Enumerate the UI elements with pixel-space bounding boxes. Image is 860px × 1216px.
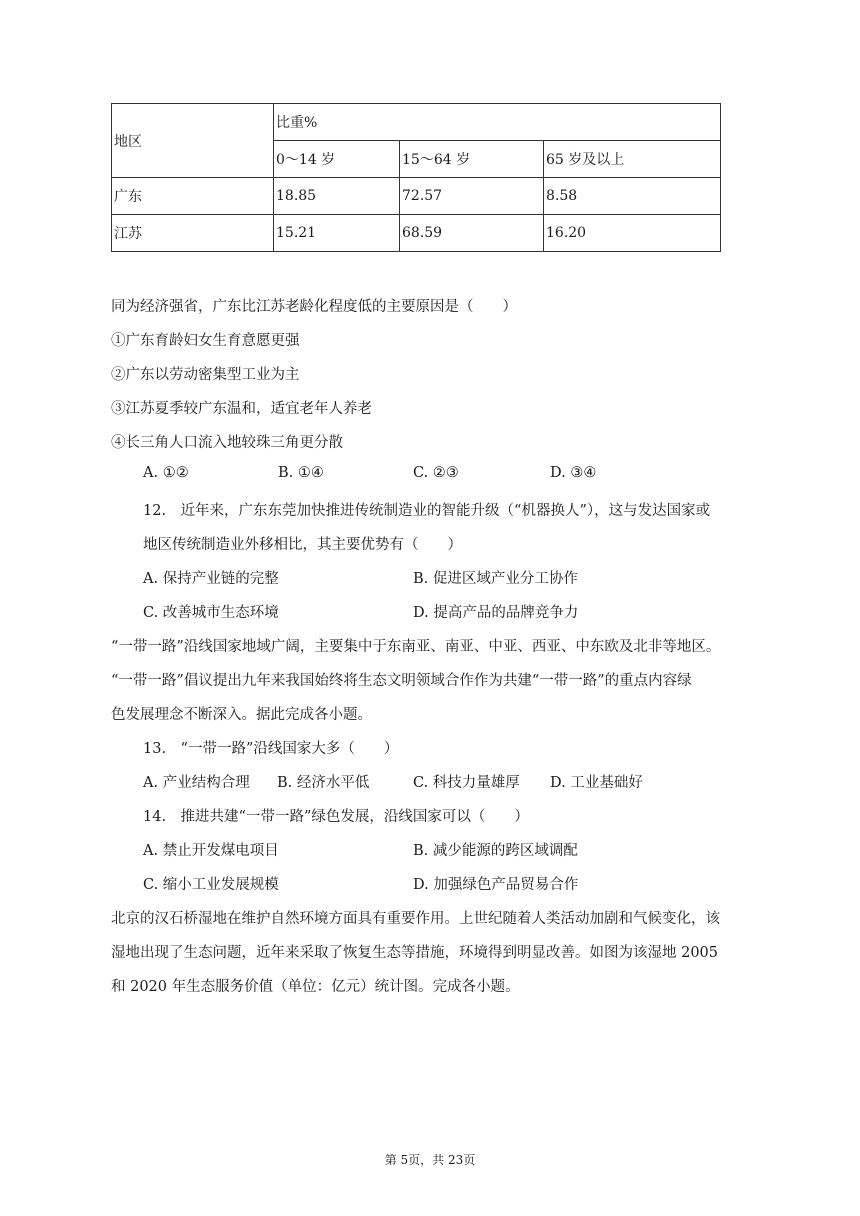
q11-option-a[interactable]: A. ①②	[143, 465, 189, 481]
value-cell: 18.85	[274, 178, 400, 215]
q13-stem: 13. “一带一路”沿线国家大多（ ）	[143, 741, 399, 757]
value-cell: 68.59	[400, 215, 544, 252]
q13-option-b[interactable]: B. 经济水平低	[277, 775, 370, 791]
passage2-line: “一带一路”倡议提出九年来我国始终将生态文明领域合作作为共建“一带一路”的重点内容绿	[111, 673, 692, 689]
region-cell: 广东	[112, 178, 274, 215]
header-age-65plus: 65 岁及以上	[544, 141, 721, 178]
q14-stem: 14. 推进共建“一带一路”绿色发展，沿线国家可以（ ）	[143, 809, 529, 825]
q11-option-b[interactable]: B. ①④	[278, 465, 324, 481]
passage3-line: 湿地出现了生态问题，近年来采取了恢复生态等措施，环境得到明显改善。如图为该湿地 2005	[111, 945, 719, 961]
passage2-line: “一带一路”沿线国家地域广阔，主要集中于东南亚、南亚、中亚、西亚、中东欧及北非等地区。	[111, 639, 721, 655]
header-age-0-14: 0～14 岁	[274, 141, 400, 178]
table-header-row	[112, 104, 721, 141]
q14-option-a[interactable]: A. 禁止开发煤电项目	[143, 843, 279, 859]
header-age-15-64: 15～64 岁	[400, 141, 544, 178]
q11-item: ④长三角人口流入地较珠三角更分散	[111, 435, 343, 451]
q11-option-c[interactable]: C. ②③	[413, 465, 459, 481]
q13-option-a[interactable]: A. 产业结构合理	[143, 775, 250, 791]
q11-item: ②广东以劳动密集型工业为主	[111, 367, 300, 383]
q12-stem-line2: 地区传统制造业外移相比，其主要优势有（ ）	[143, 537, 462, 553]
q12-option-c[interactable]: C. 改善城市生态环境	[143, 605, 279, 621]
q12-stem-line1: 12. 近年来，广东东莞加快推进传统制造业的智能升级（“机器换人”），这与发达国家或	[143, 503, 711, 519]
page-footer: 第 5页，共 23页	[384, 1153, 476, 1167]
table-row	[112, 215, 721, 252]
value-cell: 8.58	[544, 178, 721, 215]
q11-stem: 同为经济强省，广东比江苏老龄化程度低的主要原因是（ ）	[111, 299, 517, 315]
q13-option-c[interactable]: C. 科技力量雄厚	[413, 775, 520, 791]
region-cell: 江苏	[112, 215, 274, 252]
population-table	[111, 103, 721, 252]
passage3-line: 北京的汉石桥湿地在维护自然环境方面具有重要作用。上世纪随着人类活动加剧和气候变化，该	[111, 911, 720, 927]
q14-option-d[interactable]: D. 加强绿色产品贸易合作	[413, 877, 579, 893]
q14-option-b[interactable]: B. 减少能源的跨区域调配	[413, 843, 578, 859]
q12-option-d[interactable]: D. 提高产品的品牌竞争力	[413, 605, 579, 621]
value-cell: 15.21	[274, 215, 400, 252]
header-region: 地区	[112, 104, 274, 178]
q13-option-d[interactable]: D. 工业基础好	[550, 775, 643, 791]
passage3-line: 和 2020 年生态服务价值（单位：亿元）统计图。完成各小题。	[111, 979, 520, 995]
value-cell: 72.57	[400, 178, 544, 215]
q11-item: ①广东育龄妇女生育意愿更强	[111, 333, 300, 349]
q12-option-b[interactable]: B. 促进区域产业分工协作	[413, 571, 578, 587]
header-ratio: 比重%	[274, 104, 721, 141]
q11-item: ③江苏夏季较广东温和，适宜老年人养老	[111, 401, 372, 417]
value-cell: 16.20	[544, 215, 721, 252]
q12-option-a[interactable]: A. 保持产业链的完整	[143, 571, 279, 587]
q11-option-d[interactable]: D. ③④	[550, 465, 597, 481]
passage2-line: 色发展理念不断深入。据此完成各小题。	[111, 707, 372, 723]
table-row	[112, 178, 721, 215]
q14-option-c[interactable]: C. 缩小工业发展规模	[143, 877, 279, 893]
